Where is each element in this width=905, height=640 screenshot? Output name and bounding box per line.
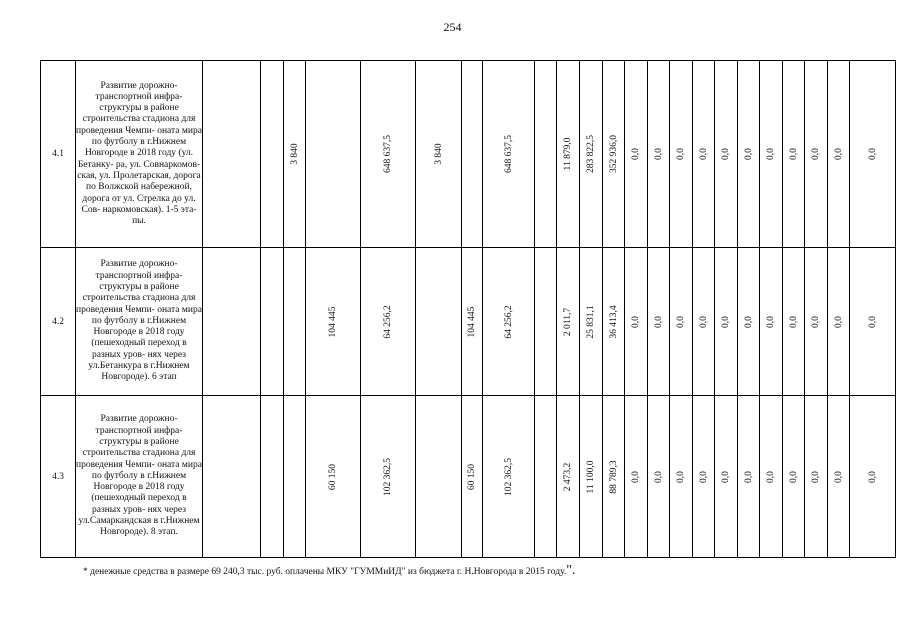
value-cell <box>783 61 805 248</box>
row-number: 4.1 <box>41 61 76 248</box>
value-text: 0,0 <box>676 470 686 483</box>
value-text: 0,0 <box>743 315 754 328</box>
value-text: 0,0 <box>631 315 641 328</box>
value-cell <box>805 61 828 248</box>
row-number: 4.2 <box>41 248 76 396</box>
value-cell <box>261 396 284 558</box>
value-cell <box>284 248 306 396</box>
value-cell <box>828 61 850 248</box>
value-text: 0,0 <box>721 470 731 483</box>
row-description: Развитие дорожно- транспортной инфра- структуры в районе строительства стадиона для проведения Чемпи- оната мира по футболу в г.Нижнем Новгороде в 2018 году (пешеходный переход в разных уров- нях через ул.Самаркандская в г.Нижнем Новгороде). 8 этап. <box>76 396 203 558</box>
value-cell <box>760 396 783 558</box>
value-text: 0,0 <box>811 315 821 328</box>
value-cell <box>715 61 738 248</box>
value-cell <box>306 396 361 558</box>
value-text: 88 789,3 <box>608 459 619 494</box>
value-text: 0,0 <box>766 315 776 328</box>
value-cell <box>603 396 625 558</box>
value-text: 0,0 <box>631 470 641 483</box>
value-text: 3 840 <box>289 143 300 165</box>
value-cell <box>557 61 580 248</box>
value-text: 0,0 <box>743 148 754 160</box>
value-cell <box>557 248 580 396</box>
value-cell <box>715 248 738 396</box>
value-cell <box>284 61 306 248</box>
value-text: 0,0 <box>833 315 844 328</box>
value-text: 0,0 <box>867 315 878 328</box>
value-text: 36 413,4 <box>608 304 619 339</box>
value-cell <box>850 248 896 396</box>
value-cell <box>261 61 284 248</box>
value-cell <box>416 248 462 396</box>
value-text: 60 150 <box>467 463 477 490</box>
value-cell <box>361 61 416 248</box>
value-cell <box>603 61 625 248</box>
value-text: 0,0 <box>653 470 664 483</box>
value-text: 352 936,0 <box>608 135 619 173</box>
value-text: 0,0 <box>721 315 731 328</box>
footnote <box>83 563 575 579</box>
value-cell <box>738 61 760 248</box>
value-text: 0,0 <box>698 148 709 160</box>
value-text: 0,0 <box>811 148 821 160</box>
value-text: 0,0 <box>833 470 844 483</box>
value-cell <box>462 396 483 558</box>
value-cell <box>805 396 828 558</box>
value-cell <box>805 248 828 396</box>
value-text: 648 637,5 <box>503 135 514 173</box>
value-cell <box>203 396 261 558</box>
value-text: 0,0 <box>788 470 799 483</box>
value-cell <box>625 61 648 248</box>
value-cell <box>625 396 648 558</box>
value-text: 64 256,2 <box>503 304 514 339</box>
value-cell <box>648 248 670 396</box>
value-text: 0,0 <box>698 470 709 483</box>
table-row <box>41 248 896 396</box>
value-cell <box>670 396 693 558</box>
value-text: 0,0 <box>833 148 844 160</box>
value-text: 2 473,2 <box>563 462 573 491</box>
value-cell <box>670 248 693 396</box>
value-cell <box>483 61 535 248</box>
value-cell <box>603 248 625 396</box>
row-description: Развитие дорожно- транспортной инфра- структуры в районе строительства стадиона для проведения Чемпи- оната мира по футболу в г.Нижнем Новгороде в 2018 году (пешеходный переход в разных уров- нях через ул.Бетанкура в г.Нижнем Новгороде). 6 этап <box>76 248 203 396</box>
value-cell <box>557 396 580 558</box>
value-cell <box>203 61 261 248</box>
value-text: 0,0 <box>676 148 686 160</box>
row-number: 4.3 <box>41 396 76 558</box>
value-cell <box>760 61 783 248</box>
value-cell <box>361 396 416 558</box>
value-text: 25 831,1 <box>586 304 596 339</box>
value-cell <box>535 396 557 558</box>
table-row <box>41 61 896 248</box>
value-text: 0,0 <box>867 470 878 483</box>
value-text: 0,0 <box>788 315 799 328</box>
footnote-end: ". <box>566 563 576 578</box>
value-cell <box>715 396 738 558</box>
value-cell <box>693 396 715 558</box>
value-text: 104 445 <box>467 306 477 337</box>
page-number: 254 <box>443 20 462 34</box>
value-text: 0,0 <box>653 148 664 160</box>
footnote-text: * денежные средства в размере 69 240,3 тыс. руб. оплачены МКУ "ГУММиИД" из бюджета г. Н.Новгорода в 2015 году. <box>83 567 567 577</box>
value-text: 102 362,5 <box>503 457 514 496</box>
value-text: 11 879,0 <box>563 137 573 171</box>
value-text: 283 822,5 <box>586 135 596 173</box>
value-cell <box>580 61 603 248</box>
value-cell <box>648 61 670 248</box>
value-cell <box>850 61 896 248</box>
value-cell <box>783 396 805 558</box>
value-cell <box>306 61 361 248</box>
value-cell <box>670 61 693 248</box>
value-cell <box>462 248 483 396</box>
value-cell <box>760 248 783 396</box>
row-description: Развитие дорожно- транспортной инфра- структуры в районе строительства стадиона для проведения Чемпи- оната мира по футболу в г.Нижнем Новгороде в 2018 году (ул. Бетанку- ра, ул. Совнаркомов- ская, ул. Пролетарская, дорога по Волжской набережной, дорога от ул. Стрелка до ул. Сов- наркомовская). 1-5 эта- пы. <box>76 61 203 248</box>
value-cell <box>648 396 670 558</box>
table-row <box>41 396 896 558</box>
value-text: 0,0 <box>743 470 754 483</box>
value-cell <box>580 248 603 396</box>
value-text: 64 256,2 <box>383 304 393 339</box>
value-cell <box>535 248 557 396</box>
value-cell <box>416 396 462 558</box>
value-cell <box>284 396 306 558</box>
value-text: 0,0 <box>721 148 731 160</box>
value-cell <box>828 396 850 558</box>
value-text: 104 445 <box>328 306 338 337</box>
value-text: 3 840 <box>433 143 444 165</box>
value-text: 102 362,5 <box>383 457 393 496</box>
value-text: 0,0 <box>653 315 664 328</box>
value-cell <box>483 248 535 396</box>
value-cell <box>416 61 462 248</box>
value-cell <box>738 248 760 396</box>
value-cell <box>738 396 760 558</box>
value-text: 11 100,0 <box>586 460 596 493</box>
value-cell <box>828 248 850 396</box>
value-text: 0,0 <box>766 470 776 483</box>
value-text: 648 637,5 <box>383 135 393 173</box>
value-cell <box>693 248 715 396</box>
value-cell <box>783 248 805 396</box>
value-cell <box>261 248 284 396</box>
value-text: 60 150 <box>328 463 338 490</box>
value-cell <box>535 61 557 248</box>
value-cell <box>203 248 261 396</box>
value-text: 2 011,7 <box>563 307 573 336</box>
value-cell <box>625 248 648 396</box>
value-cell <box>580 396 603 558</box>
value-text: 0,0 <box>811 470 821 483</box>
value-cell <box>462 61 483 248</box>
value-text: 0,0 <box>766 148 776 160</box>
value-text: 0,0 <box>698 315 709 328</box>
value-text: 0,0 <box>867 148 878 160</box>
value-cell <box>693 61 715 248</box>
value-cell <box>361 248 416 396</box>
value-text: 0,0 <box>631 148 641 160</box>
value-text: 0,0 <box>788 148 799 160</box>
value-cell <box>306 248 361 396</box>
value-cell <box>850 396 896 558</box>
program-table <box>40 60 896 558</box>
value-cell <box>483 396 535 558</box>
value-text: 0,0 <box>676 315 686 328</box>
